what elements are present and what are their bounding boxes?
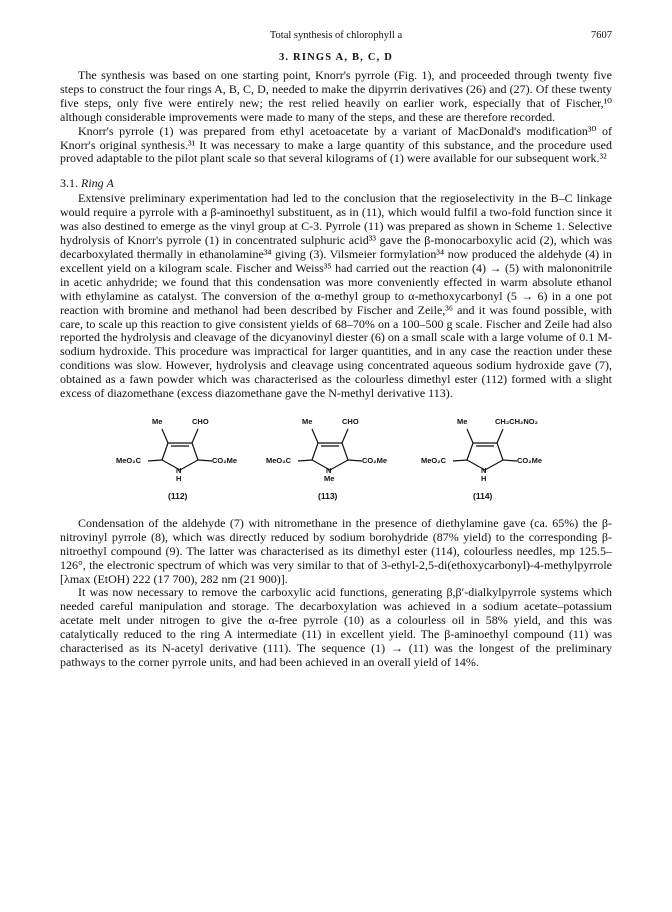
compound-label: (112) xyxy=(168,490,188,501)
paragraph-ring-a: Extensive preliminary experimentation had led to the conclusion that the regioselectivity in the B–C linkage would require a pyrrole with a β-aminoethyl substituent, as in (11), which would fulfil a two-fold function since it was also destined to emerge as the vinyl group at C-3. Pyrrole (11) was prepared as shown in Scheme 1. Selective hydrolysis of Knorr's pyrrole (1) in concentrated sulphuric acid³³ gave the β-monocarboxylic acid (2), which was decarboxylated thermally in ethanolamine³⁴ giving (3). Vilsmeier formylation³⁴ now produced the aldehyde (4) in excellent yield on a kilogram scale. Fischer and Weiss³⁵ had carried out the reaction (4) → (5) with malononitrile in acetic anhydride; we found that this condensation was more conveniently effected in warm absolute ethanol with ethylamine as catalyst. The conversion of the α-methyl group to α-methoxycarbonyl (5 → 6) in a one pot reaction with bromine and methanol had been described by Fischer and Zeile,³⁶ and it was found possible, with care, to scale up this reaction to give consistent yields of 68–70% on a 100–500 g scale. Fischer and Zeile had also reported the hydrolysis and cleavage of the dicyanovinyl diester (6) on a small scale with a large volume of 0.1 M-sodium hydroxide. This procedure was impractical for larger quantities, and in any case the reaction under these conditions was slow. However, hydrolysis and cleavage using concentrated aqueous sodium hydroxide gave (7), obtained as a fawn powder which was characterised as the colourless dimethyl ester (112) formed with a slight excess of diazomethane (excess diazomethane gave the N-methyl derivative 113). xyxy=(60,191,612,401)
substituent-left: MeO₂C xyxy=(116,455,142,465)
ring-nitrogen: N xyxy=(176,465,182,475)
substituent-left: MeO₂C xyxy=(421,455,447,465)
substituent-top-left: Me xyxy=(302,416,313,426)
structure-114 xyxy=(415,407,565,507)
substituent-right: CO₂Me xyxy=(212,455,238,465)
paragraph-intro-1: The synthesis was based on one starting point, Knorr's pyrrole (Fig. 1), and proceeded through twenty five steps to construct the four rings A, B, C, D, needed to make the dipyrrin derivatives (26) and (27). Of these twenty five steps, only five were entirely new; the rest relied heavily on earlier work, especially that of Fischer,¹⁰ although considerable improvements were made to many of the steps, and these are therefore recorded. xyxy=(60,68,612,124)
paragraph-condensation: Condensation of the aldehyde (7) with nitromethane in the presence of diethylamine gave (ca. 65%) the β-nitrovinyl pyrrole (8), which was directly reduced by sodium borohydride (87% yield) to the corresponding β-nitroethyl compound (9). The latter was characterised as its dimethyl ester (114), colourless needles, mp 125.5–126°, the electronic spectrum of which was very similar to that of 3-ethyl-2,5-di(ethoxycarbonyl)-4-methylpyrrole [λmax (EtOH) 222 (17 700), 282 nm (21 900)]. xyxy=(60,515,612,586)
substituent-top-right: CHO xyxy=(192,416,209,426)
subsection-number: 3.1. xyxy=(60,176,78,191)
structure-113 xyxy=(260,407,410,507)
subsection-title: Ring A xyxy=(81,176,114,191)
compound-label: (114) xyxy=(473,490,493,501)
substituent-top-left: Me xyxy=(457,416,468,426)
substituent-right: CO₂Me xyxy=(517,455,543,465)
ring-nitrogen: N xyxy=(326,465,332,475)
nitrogen-substituent: H xyxy=(481,473,487,483)
substituent-left: MeO₂C xyxy=(266,455,292,465)
structure-112 xyxy=(110,407,260,507)
page-number: 7607 xyxy=(591,30,612,41)
nitrogen-substituent: H xyxy=(176,473,182,483)
running-title: Total synthesis of chlorophyll a xyxy=(269,30,403,41)
compound-label: (113) xyxy=(318,490,338,501)
paragraph-intro-2: Knorr's pyrrole (1) was prepared from ethyl acetoacetate by a variant of MacDonald's modification³⁰ of Knorr's original synthesis.³¹ It was necessary to make a large quantity of this substance, and the procedure used proved adaptable to the pilot plant scale so that several kilograms of (1) were available for our subsequent work.³² xyxy=(60,123,612,166)
nitrogen-substituent: Me xyxy=(324,473,335,483)
page xyxy=(60,30,612,670)
substituent-right: CO₂Me xyxy=(362,455,388,465)
substituent-top-left: Me xyxy=(152,416,163,426)
ring-nitrogen: N xyxy=(481,465,487,475)
paragraph-decarboxylation: It was now necessary to remove the carboxylic acid functions, generating β,β′-dialkylpyrrole systems which needed careful manipulation and storage. The decarboxylation was achieved in a sodium acetate–potassium acetate melt under nitrogen to give the α-free pyrrole (10) as a colourless oil in 58% yield, and this was catalytically reduced to the ring A intermediate (11) in excellent yield. The β-aminoethyl compound (11) was characterised as its N-acetyl derivative (111). The sequence (1) → (11) was the longest of the preliminary pathways to the corner pyrrole units, and had been achieved in an overall yield of 14%. xyxy=(60,585,612,669)
substituent-top-right: CH₂CH₂NO₂ xyxy=(495,416,538,426)
structure-figure xyxy=(60,407,612,515)
subsection-heading xyxy=(60,176,612,191)
page-header xyxy=(60,30,612,48)
substituent-top-right: CHO xyxy=(342,416,359,426)
section-heading: 3. RINGS A, B, C, D xyxy=(278,52,394,63)
